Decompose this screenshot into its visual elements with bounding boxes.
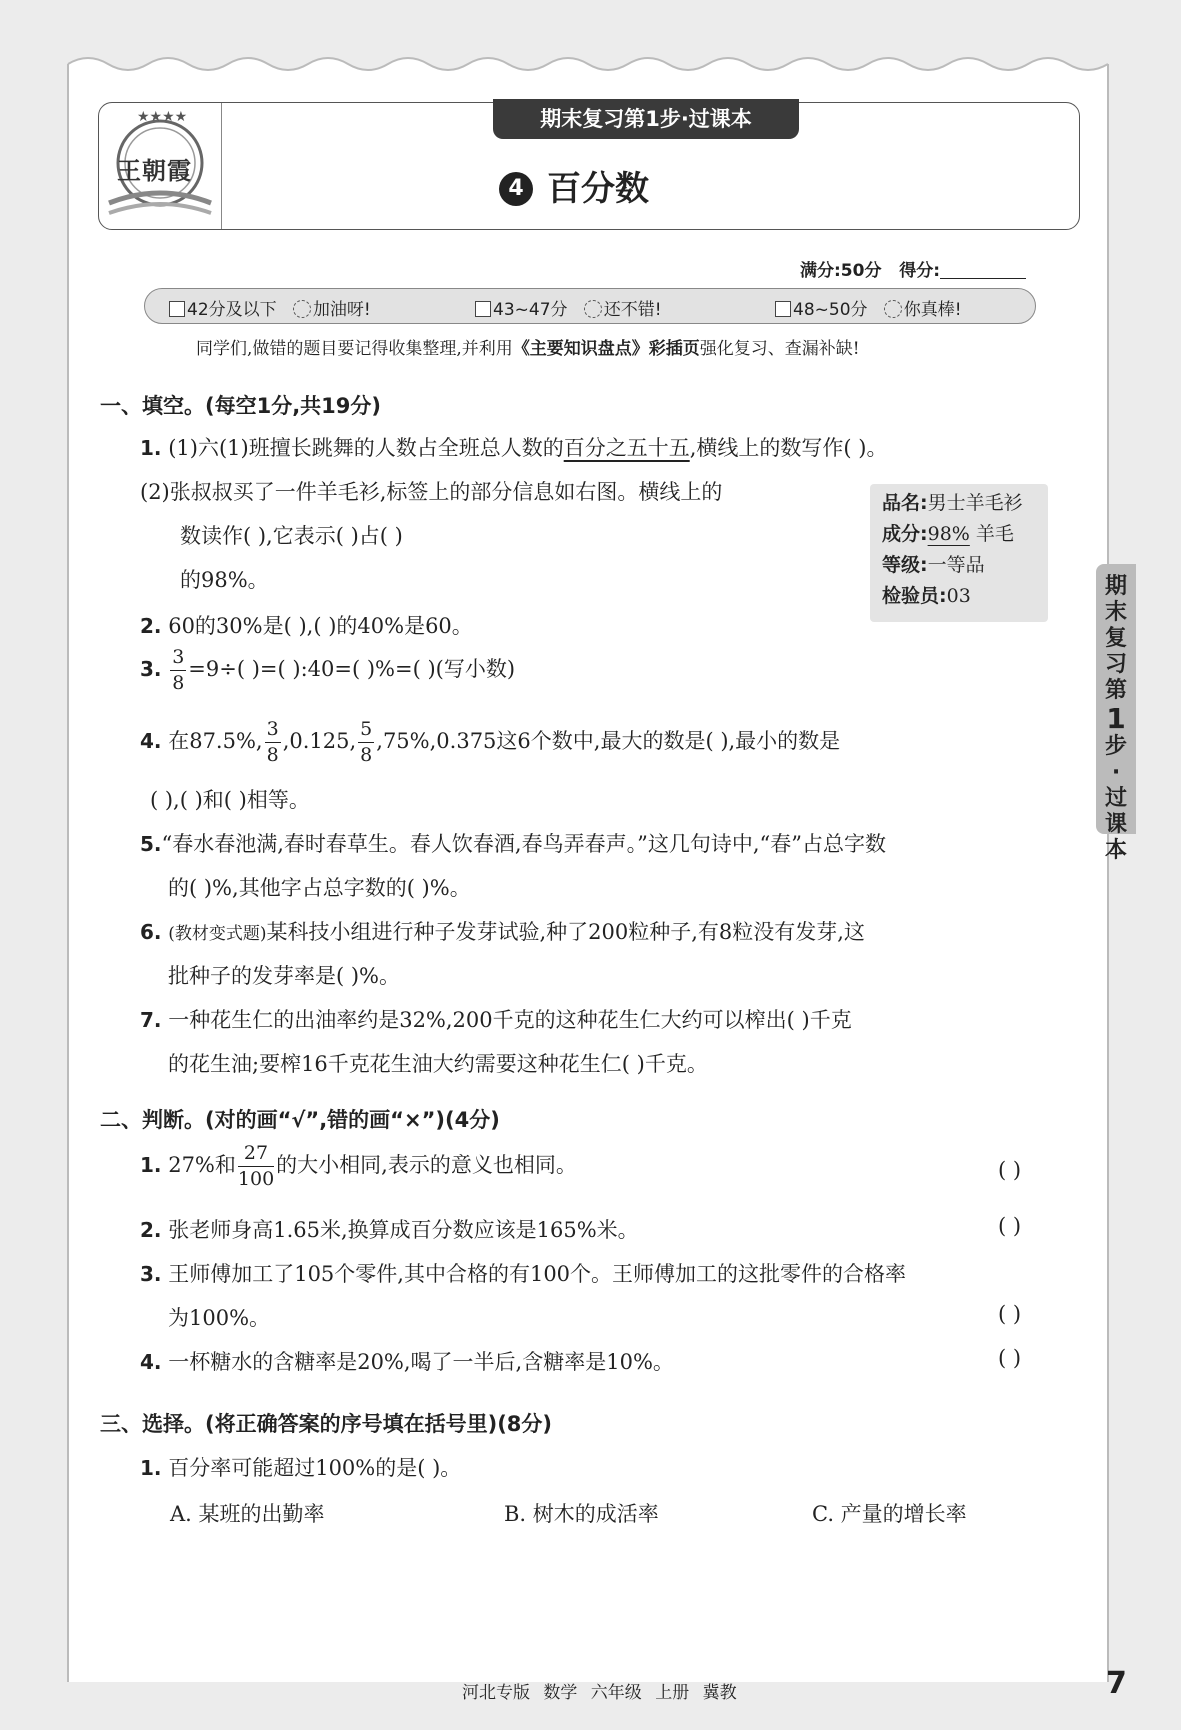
checkbox-icon[interactable] [775, 301, 791, 317]
judge-3: 3. 王师傅加工了105个零件,其中合格的有100个。王师傅加工的这批零件的合格率 [140, 1262, 907, 1286]
brand-logo [99, 103, 222, 229]
face-icon [884, 300, 902, 318]
score-blank[interactable] [940, 262, 1026, 279]
fraction: $\frac{5}{8}$ [360, 718, 373, 766]
section-title-fill: 一、填空。(每空1分,共19分) [100, 394, 382, 418]
footer-edition: 河北专版 数学 六年级 上册 冀教 [462, 1683, 737, 1703]
question-7-line2: 的花生油;要榨16千克花生油大约需要这种花生仁( )千克。 [168, 1052, 708, 1076]
unit-title-text: 百分数 [547, 169, 649, 209]
eval-item-high: 48~50分 你真棒! [775, 295, 962, 320]
svg-text:★★★★: ★★★★ [137, 109, 188, 125]
checkbox-icon[interactable] [475, 301, 491, 317]
question-1-2-line3: 的98%。 [180, 568, 269, 592]
question-4-line2: ( ),( )和( )相等。 [150, 788, 310, 812]
question-3: 3. $\frac{3}{8}$ =9÷( )=( ):40=( )%=( )(写小数) [140, 646, 516, 694]
question-7: 7. 一种花生仁的出油率约是32%,200千克的这种花生仁大约可以榨出( )千克 [140, 1008, 852, 1032]
choice-1: 1. 百分率可能超过100%的是( )。 [140, 1456, 462, 1480]
page-number: 7 [1106, 1666, 1127, 1701]
step-banner: 期末复习第1步·过课本 [493, 99, 799, 139]
face-icon [293, 300, 311, 318]
score-line [800, 256, 1026, 281]
question-5: 5.“春水春池满,春时春草生。春人饮春酒,春鸟弄春声。”这几句诗中,“春”占总字数 [140, 832, 886, 856]
choice-option-c[interactable]: C. 产量的增长率 [812, 1502, 967, 1526]
question-6-line2: 批种子的发芽率是( )%。 [168, 964, 401, 988]
question-4: 4. 在87.5%, $\frac{3}{8}$ ,0.125, $\frac{5}{8}$ ,75%,0.375这6个数中,最大的数是( ),最小的数是 [140, 718, 841, 766]
eval-item-mid: 43~47分 还不错! [475, 295, 662, 320]
question-1-2-line2: 数读作( ),它表示( )占( ) [180, 524, 403, 548]
checkbox-icon[interactable] [169, 301, 185, 317]
got-score-label: 得分: [899, 261, 941, 281]
answer-paren-4[interactable]: ( ) [998, 1346, 1022, 1370]
judge-3-line2: 为100%。 [168, 1306, 271, 1330]
question-2: 2. 60的30%是( ),( )的40%是60。 [140, 614, 473, 638]
eval-item-low: 42分及以下 加油呀! [169, 295, 371, 320]
section-title-choice: 三、选择。(将正确答案的序号填在括号里)(8分) [100, 1412, 553, 1436]
fraction: $\frac{3}{8}$ [266, 718, 279, 766]
judge-2: 2. 张老师身高1.65米,换算成百分数应该是165%米。 [140, 1218, 639, 1242]
self-evaluation-bar [144, 288, 1036, 324]
full-score: 满分:50分 [800, 261, 882, 281]
face-icon [584, 300, 602, 318]
question-5-line2: 的( )%,其他字占总字数的( )%。 [168, 876, 471, 900]
answer-paren-3[interactable]: ( ) [998, 1302, 1022, 1326]
judge-1: 1. 27%和 $\frac{27}{100}$ 的大小相同,表示的意义也相同。 [140, 1142, 577, 1190]
unit-title [499, 161, 649, 210]
answer-paren-2[interactable]: ( ) [998, 1214, 1022, 1238]
unit-number-badge: 4 [499, 172, 533, 206]
intro-highlight: 《主要知识盘点》彩插页 [512, 339, 700, 359]
question-1-2-line1: (2)张叔叔买了一件羊毛衫,标签上的部分信息如右图。横线上的 [140, 480, 723, 504]
fraction: $\frac{27}{100}$ [237, 1142, 275, 1190]
sweater-label-card: 品名:男士羊毛衫 成分:98% 羊毛 等级:一等品 检验员:03 [870, 484, 1048, 622]
page [48, 52, 1130, 1703]
textbook-variant-tag: (教材变式题) [168, 924, 267, 944]
section-title-judge: 二、判断。(对的画“√”,错的画“×”)(4分) [100, 1108, 500, 1132]
logo-brand-text: 王朝霞 [117, 156, 192, 185]
unit-header [98, 102, 1080, 230]
question-6: 6. (教材变式题)某科技小组进行种子发芽试验,种了200粒种子,有8粒没有发芽,这 [140, 920, 865, 944]
judge-4: 4. 一杯糖水的含糖率是20%,喝了一半后,含糖率是10%。 [140, 1350, 674, 1374]
choice-option-a[interactable]: A. 某班的出勤率 [170, 1502, 325, 1526]
fraction: $\frac{3}{8}$ [172, 646, 185, 694]
choice-option-b[interactable]: B. 树木的成活率 [504, 1502, 659, 1526]
question-1-1: 1. (1)六(1)班擅长跳舞的人数占全班总人数的百分之五十五,横线上的数写作( )。 [140, 436, 888, 460]
answer-paren-1[interactable]: ( ) [998, 1158, 1022, 1182]
intro-note: 同学们,做错的题目要记得收集整理,并利用《主要知识盘点》彩插页强化复习、查漏补缺! [196, 339, 860, 359]
side-tab: 期 末 复 习 第 1 步 · 过 课 本 [1096, 564, 1136, 834]
